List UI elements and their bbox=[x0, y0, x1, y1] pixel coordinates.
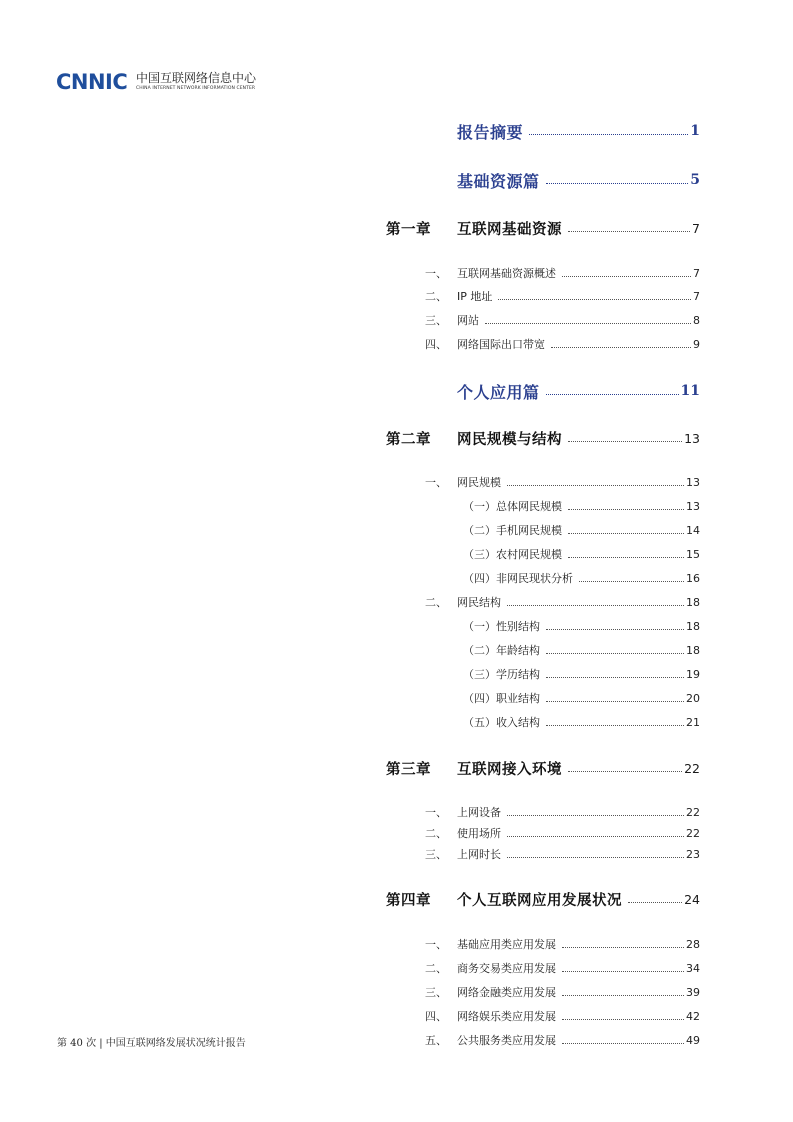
subsection-title: （五）收入结构 bbox=[463, 716, 540, 729]
section-label: 二、 bbox=[425, 827, 447, 840]
section-title: 上网设备 bbox=[457, 806, 501, 819]
chapter-title: 互联网接入环境 bbox=[457, 761, 562, 778]
dot-leader bbox=[485, 323, 691, 324]
dot-leader bbox=[568, 771, 682, 772]
dot-leader bbox=[507, 857, 684, 858]
toc-section[interactable] bbox=[425, 824, 700, 842]
cnnic-logo: CNNIC bbox=[56, 70, 128, 94]
dot-leader bbox=[562, 1019, 684, 1020]
toc-subsection[interactable] bbox=[463, 713, 700, 731]
toc-entry-chapter-2[interactable] bbox=[386, 428, 700, 448]
dot-leader bbox=[546, 677, 684, 678]
section-title: 公共服务类应用发展 bbox=[457, 1034, 556, 1047]
toc-subsection[interactable] bbox=[463, 641, 700, 659]
section-title: 网络金融类应用发展 bbox=[457, 986, 556, 999]
toc-page-number: 7 bbox=[692, 220, 700, 236]
section-title: 网民规模 bbox=[457, 476, 501, 489]
toc-section[interactable] bbox=[425, 983, 700, 1001]
dot-leader bbox=[498, 299, 691, 300]
section-label: 一、 bbox=[425, 267, 447, 280]
section-title: 互联网基础资源概述 bbox=[457, 267, 556, 280]
chapter-title: 互联网基础资源 bbox=[457, 221, 562, 238]
dot-leader bbox=[562, 995, 684, 996]
toc-section[interactable] bbox=[425, 593, 700, 611]
section-label: 五、 bbox=[425, 1034, 447, 1047]
toc-subsection[interactable] bbox=[463, 689, 700, 707]
toc-page-number: 24 bbox=[684, 891, 700, 907]
toc-page-number: 18 bbox=[686, 643, 700, 657]
dot-leader bbox=[507, 605, 684, 606]
dot-leader bbox=[507, 836, 684, 837]
toc-subsection[interactable] bbox=[463, 569, 700, 587]
dot-leader bbox=[568, 533, 684, 534]
toc-page-number: 8 bbox=[693, 313, 700, 327]
section-title: 上网时长 bbox=[457, 848, 501, 861]
section-title: 使用场所 bbox=[457, 827, 501, 840]
dot-leader bbox=[546, 653, 684, 654]
org-name-cn: 中国互联网络信息中心 bbox=[136, 71, 257, 85]
dot-leader bbox=[546, 629, 684, 630]
toc-entry-chapter-3[interactable] bbox=[386, 758, 700, 778]
toc-section[interactable] bbox=[425, 1007, 700, 1025]
toc-page-number: 49 bbox=[686, 1033, 700, 1047]
section-label: 一、 bbox=[425, 806, 447, 819]
page-footer: 第 40 次 | 中国互联网络发展状况统计报告 bbox=[57, 1038, 246, 1049]
toc-page-number: 5 bbox=[690, 172, 700, 188]
dot-leader bbox=[562, 947, 684, 948]
toc-part-title: 基础资源篇 bbox=[457, 171, 540, 191]
toc-entry-chapter-4[interactable] bbox=[386, 889, 700, 909]
toc-section[interactable] bbox=[425, 311, 700, 329]
section-label: 三、 bbox=[425, 848, 447, 861]
chapter-title: 个人互联网应用发展状况 bbox=[457, 892, 622, 909]
toc-page-number: 9 bbox=[693, 337, 700, 351]
chapter-label: 第一章 bbox=[386, 221, 431, 238]
toc-page-number: 7 bbox=[693, 289, 700, 303]
chapter-label: 第四章 bbox=[386, 892, 431, 909]
chapter-title: 网民规模与结构 bbox=[457, 431, 562, 448]
chapter-label: 第三章 bbox=[386, 761, 431, 778]
toc-section[interactable] bbox=[425, 1031, 700, 1049]
subsection-title: （四）非网民现状分析 bbox=[463, 572, 573, 585]
dot-leader bbox=[551, 347, 691, 348]
toc-page-number: 22 bbox=[686, 805, 700, 819]
toc-page-number: 16 bbox=[686, 571, 700, 585]
dot-leader bbox=[546, 725, 684, 726]
toc-subsection[interactable] bbox=[463, 545, 700, 563]
toc-part-title: 报告摘要 bbox=[457, 122, 524, 142]
toc-page-number: 22 bbox=[686, 826, 700, 840]
subsection-title: （三）农村网民规模 bbox=[463, 548, 562, 561]
dot-leader bbox=[579, 581, 684, 582]
toc-subsection[interactable] bbox=[463, 617, 700, 635]
dot-leader bbox=[562, 971, 684, 972]
toc-page-number: 18 bbox=[686, 619, 700, 633]
dot-leader bbox=[507, 485, 684, 486]
toc-page-number: 13 bbox=[686, 499, 700, 513]
toc-section[interactable] bbox=[425, 473, 700, 491]
toc-page-number: 39 bbox=[686, 985, 700, 999]
toc-entry-part-basic[interactable] bbox=[457, 169, 700, 191]
toc-subsection[interactable] bbox=[463, 497, 700, 515]
section-title: 商务交易类应用发展 bbox=[457, 962, 556, 975]
section-title: 网络国际出口带宽 bbox=[457, 338, 545, 351]
section-label: 二、 bbox=[425, 962, 447, 975]
dot-leader bbox=[546, 183, 689, 184]
subsection-title: （二）年龄结构 bbox=[463, 644, 540, 657]
toc-page-number: 14 bbox=[686, 523, 700, 537]
toc-page-number: 19 bbox=[686, 667, 700, 681]
toc-section[interactable] bbox=[425, 287, 700, 305]
toc-subsection[interactable] bbox=[463, 521, 700, 539]
toc-section[interactable] bbox=[425, 264, 700, 282]
dot-leader bbox=[568, 441, 682, 442]
toc-page-number: 23 bbox=[686, 847, 700, 861]
section-label: 四、 bbox=[425, 1010, 447, 1023]
toc-section[interactable] bbox=[425, 803, 700, 821]
toc-entry-chapter-1[interactable] bbox=[386, 218, 700, 238]
toc-page-number: 20 bbox=[686, 691, 700, 705]
toc-section[interactable] bbox=[425, 845, 700, 863]
toc-page-number: 18 bbox=[686, 595, 700, 609]
section-title: 网络娱乐类应用发展 bbox=[457, 1010, 556, 1023]
section-title: 基础应用类应用发展 bbox=[457, 938, 556, 951]
toc-page-number: 11 bbox=[680, 383, 700, 399]
toc-section[interactable] bbox=[425, 959, 700, 977]
toc-subsection[interactable] bbox=[463, 665, 700, 683]
section-title: 网民结构 bbox=[457, 596, 501, 609]
toc-page-number: 1 bbox=[690, 123, 700, 139]
dot-leader bbox=[568, 231, 690, 232]
toc-page-number: 7 bbox=[693, 266, 700, 280]
dot-leader bbox=[507, 815, 684, 816]
org-name-en: CHINA INTERNET NETWORK INFORMATION CENTER bbox=[136, 86, 256, 91]
subsection-title: （一）性别结构 bbox=[463, 620, 540, 633]
dot-leader bbox=[546, 394, 679, 395]
toc-page-number: 21 bbox=[686, 715, 700, 729]
toc-part-title: 个人应用篇 bbox=[457, 382, 540, 402]
toc-page-number: 34 bbox=[686, 961, 700, 975]
toc-entry-part-personal[interactable] bbox=[457, 380, 700, 402]
subsection-title: （一）总体网民规模 bbox=[463, 500, 562, 513]
toc-section[interactable] bbox=[425, 335, 700, 353]
dot-leader bbox=[568, 557, 684, 558]
subsection-title: （三）学历结构 bbox=[463, 668, 540, 681]
subsection-title: （二）手机网民规模 bbox=[463, 524, 562, 537]
section-title: IP 地址 bbox=[457, 290, 493, 303]
dot-leader bbox=[628, 902, 682, 903]
toc-page-number: 15 bbox=[686, 547, 700, 561]
dot-leader bbox=[562, 276, 691, 277]
dot-leader bbox=[546, 701, 684, 702]
toc-page-number: 42 bbox=[686, 1009, 700, 1023]
section-title: 网站 bbox=[457, 314, 479, 327]
section-label: 一、 bbox=[425, 476, 447, 489]
toc-page-number: 22 bbox=[684, 760, 700, 776]
section-label: 三、 bbox=[425, 314, 447, 327]
toc-page-number: 13 bbox=[686, 475, 700, 489]
toc-page-number: 13 bbox=[684, 430, 700, 446]
section-label: 一、 bbox=[425, 938, 447, 951]
subsection-title: （四）职业结构 bbox=[463, 692, 540, 705]
section-label: 二、 bbox=[425, 290, 447, 303]
chapter-label: 第二章 bbox=[386, 431, 431, 448]
dot-leader bbox=[529, 134, 688, 135]
dot-leader bbox=[562, 1043, 684, 1044]
section-label: 二、 bbox=[425, 596, 447, 609]
toc-section[interactable] bbox=[425, 935, 700, 953]
dot-leader bbox=[568, 509, 684, 510]
toc-page-number: 28 bbox=[686, 937, 700, 951]
toc-entry-abstract[interactable] bbox=[457, 120, 700, 142]
section-label: 三、 bbox=[425, 986, 447, 999]
section-label: 四、 bbox=[425, 338, 447, 351]
